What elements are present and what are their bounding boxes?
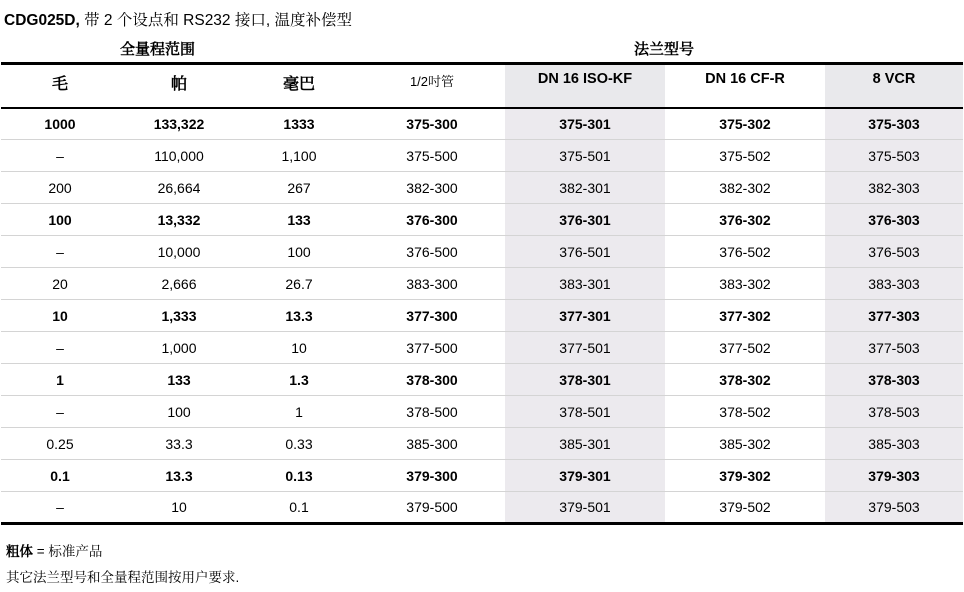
cell-8-vcr: 377-303 (825, 300, 963, 332)
cell-dn16-iso-kf: 379-301 (505, 460, 665, 492)
cell-torr: – (1, 140, 119, 172)
col-header-millibar: 毫巴 (239, 64, 359, 108)
cell-pascal: 2,666 (119, 268, 239, 300)
cell-half-inch-tube: 385-300 (359, 428, 505, 460)
cell-half-inch-tube: 377-500 (359, 332, 505, 364)
cell-dn16-iso-kf: 378-501 (505, 396, 665, 428)
cell-dn16-iso-kf: 379-501 (505, 492, 665, 524)
table-row (1, 492, 963, 524)
cell-half-inch-tube: 378-500 (359, 396, 505, 428)
cell-dn16-cf-r: 376-502 (665, 236, 825, 268)
table-row (1, 108, 963, 140)
spec-table (1, 62, 963, 525)
cell-8-vcr: 379-503 (825, 492, 963, 524)
cell-8-vcr: 378-503 (825, 396, 963, 428)
table-row (1, 236, 963, 268)
table-row (1, 172, 963, 204)
cell-dn16-iso-kf: 376-501 (505, 236, 665, 268)
cell-millibar: 100 (239, 236, 359, 268)
cell-half-inch-tube: 376-500 (359, 236, 505, 268)
footnotes (0, 539, 964, 591)
table-row (1, 140, 963, 172)
cell-millibar: 0.1 (239, 492, 359, 524)
cell-dn16-cf-r: 379-302 (665, 460, 825, 492)
cell-dn16-iso-kf: 385-301 (505, 428, 665, 460)
table-row (1, 332, 963, 364)
cell-dn16-iso-kf: 378-301 (505, 364, 665, 396)
table-row (1, 300, 963, 332)
cell-torr: 1 (1, 364, 119, 396)
cell-dn16-cf-r: 377-302 (665, 300, 825, 332)
cell-dn16-iso-kf: 383-301 (505, 268, 665, 300)
cell-8-vcr: 376-503 (825, 236, 963, 268)
cell-half-inch-tube: 382-300 (359, 172, 505, 204)
cell-dn16-cf-r: 375-302 (665, 108, 825, 140)
cell-dn16-cf-r: 376-302 (665, 204, 825, 236)
cell-half-inch-tube: 375-300 (359, 108, 505, 140)
cell-pascal: 1,000 (119, 332, 239, 364)
cell-millibar: 1.3 (239, 364, 359, 396)
cell-8-vcr: 385-303 (825, 428, 963, 460)
cell-dn16-iso-kf: 377-501 (505, 332, 665, 364)
cell-8-vcr: 375-503 (825, 140, 963, 172)
table-row (1, 460, 963, 492)
table-header-row (1, 64, 963, 108)
cell-dn16-iso-kf: 382-301 (505, 172, 665, 204)
table-body (1, 108, 963, 524)
cell-pascal: 100 (119, 396, 239, 428)
cell-torr: 0.1 (1, 460, 119, 492)
cell-torr: 100 (1, 204, 119, 236)
col-header-8-vcr: 8 VCR (825, 64, 963, 108)
cell-torr: 1000 (1, 108, 119, 140)
cell-torr: 20 (1, 268, 119, 300)
cell-dn16-cf-r: 382-302 (665, 172, 825, 204)
cell-pascal: 133 (119, 364, 239, 396)
cell-dn16-cf-r: 385-302 (665, 428, 825, 460)
cell-millibar: 0.13 (239, 460, 359, 492)
cell-8-vcr: 375-303 (825, 108, 963, 140)
cell-dn16-cf-r: 375-502 (665, 140, 825, 172)
group-header-range: 全量程范围 (120, 41, 196, 58)
cell-torr: 200 (1, 172, 119, 204)
cell-torr: – (1, 236, 119, 268)
cell-torr: 10 (1, 300, 119, 332)
model-name: CDG025D, (4, 12, 80, 29)
cell-8-vcr: 382-303 (825, 172, 963, 204)
cell-millibar: 1 (239, 396, 359, 428)
cell-millibar: 13.3 (239, 300, 359, 332)
cell-pascal: 110,000 (119, 140, 239, 172)
cell-dn16-iso-kf: 377-301 (505, 300, 665, 332)
cell-dn16-cf-r: 377-502 (665, 332, 825, 364)
col-header-pascal: 帕 (119, 64, 239, 108)
cell-8-vcr: 377-503 (825, 332, 963, 364)
cell-torr: 0.25 (1, 428, 119, 460)
footnote-bold-word: 粗体 (6, 544, 33, 559)
cell-half-inch-tube: 378-300 (359, 364, 505, 396)
cell-pascal: 13.3 (119, 460, 239, 492)
cell-dn16-cf-r: 378-502 (665, 396, 825, 428)
cell-torr: – (1, 332, 119, 364)
cell-dn16-cf-r: 379-502 (665, 492, 825, 524)
cell-millibar: 1333 (239, 108, 359, 140)
cell-pascal: 10 (119, 492, 239, 524)
table-row (1, 204, 963, 236)
cell-dn16-iso-kf: 375-501 (505, 140, 665, 172)
cell-half-inch-tube: 377-300 (359, 300, 505, 332)
cell-half-inch-tube: 379-500 (359, 492, 505, 524)
cell-dn16-cf-r: 378-302 (665, 364, 825, 396)
col-header-half-inch-tube: 1/2吋管 (359, 64, 505, 108)
table-row (1, 396, 963, 428)
cell-millibar: 267 (239, 172, 359, 204)
footnote-bold-rest: = 标准产品 (33, 544, 103, 559)
cell-dn16-iso-kf: 375-301 (505, 108, 665, 140)
cell-pascal: 13,332 (119, 204, 239, 236)
cell-half-inch-tube: 379-300 (359, 460, 505, 492)
table-row (1, 364, 963, 396)
cell-half-inch-tube: 383-300 (359, 268, 505, 300)
cell-torr: – (1, 492, 119, 524)
table-row (1, 428, 963, 460)
footnote-bold-legend (6, 539, 964, 565)
cell-torr: – (1, 396, 119, 428)
table-row (1, 268, 963, 300)
cell-pascal: 33.3 (119, 428, 239, 460)
cell-dn16-cf-r: 383-302 (665, 268, 825, 300)
title-description: 带 2 个设点和 RS232 接口, 温度补偿型 (79, 12, 352, 29)
cell-millibar: 0.33 (239, 428, 359, 460)
cell-millibar: 133 (239, 204, 359, 236)
col-header-torr: 毛 (1, 64, 119, 108)
cell-pascal: 1,333 (119, 300, 239, 332)
cell-millibar: 10 (239, 332, 359, 364)
col-header-dn16-iso-kf: DN 16 ISO-KF (505, 64, 665, 108)
cell-pascal: 133,322 (119, 108, 239, 140)
col-header-dn16-cf-r: DN 16 CF-R (665, 64, 825, 108)
footnote-custom-note: 其它法兰型号和全量程范围按用户要求. (6, 570, 240, 585)
cell-8-vcr: 379-303 (825, 460, 963, 492)
cell-half-inch-tube: 375-500 (359, 140, 505, 172)
group-header-flange: 法兰型号 (634, 41, 695, 58)
cell-8-vcr: 376-303 (825, 204, 963, 236)
group-headers (0, 36, 964, 62)
cell-8-vcr: 383-303 (825, 268, 963, 300)
page-title (0, 0, 964, 30)
cell-millibar: 26.7 (239, 268, 359, 300)
cell-dn16-iso-kf: 376-301 (505, 204, 665, 236)
cell-pascal: 26,664 (119, 172, 239, 204)
cell-pascal: 10,000 (119, 236, 239, 268)
cell-half-inch-tube: 376-300 (359, 204, 505, 236)
table-header (1, 64, 963, 108)
cell-millibar: 1,100 (239, 140, 359, 172)
cell-8-vcr: 378-303 (825, 364, 963, 396)
